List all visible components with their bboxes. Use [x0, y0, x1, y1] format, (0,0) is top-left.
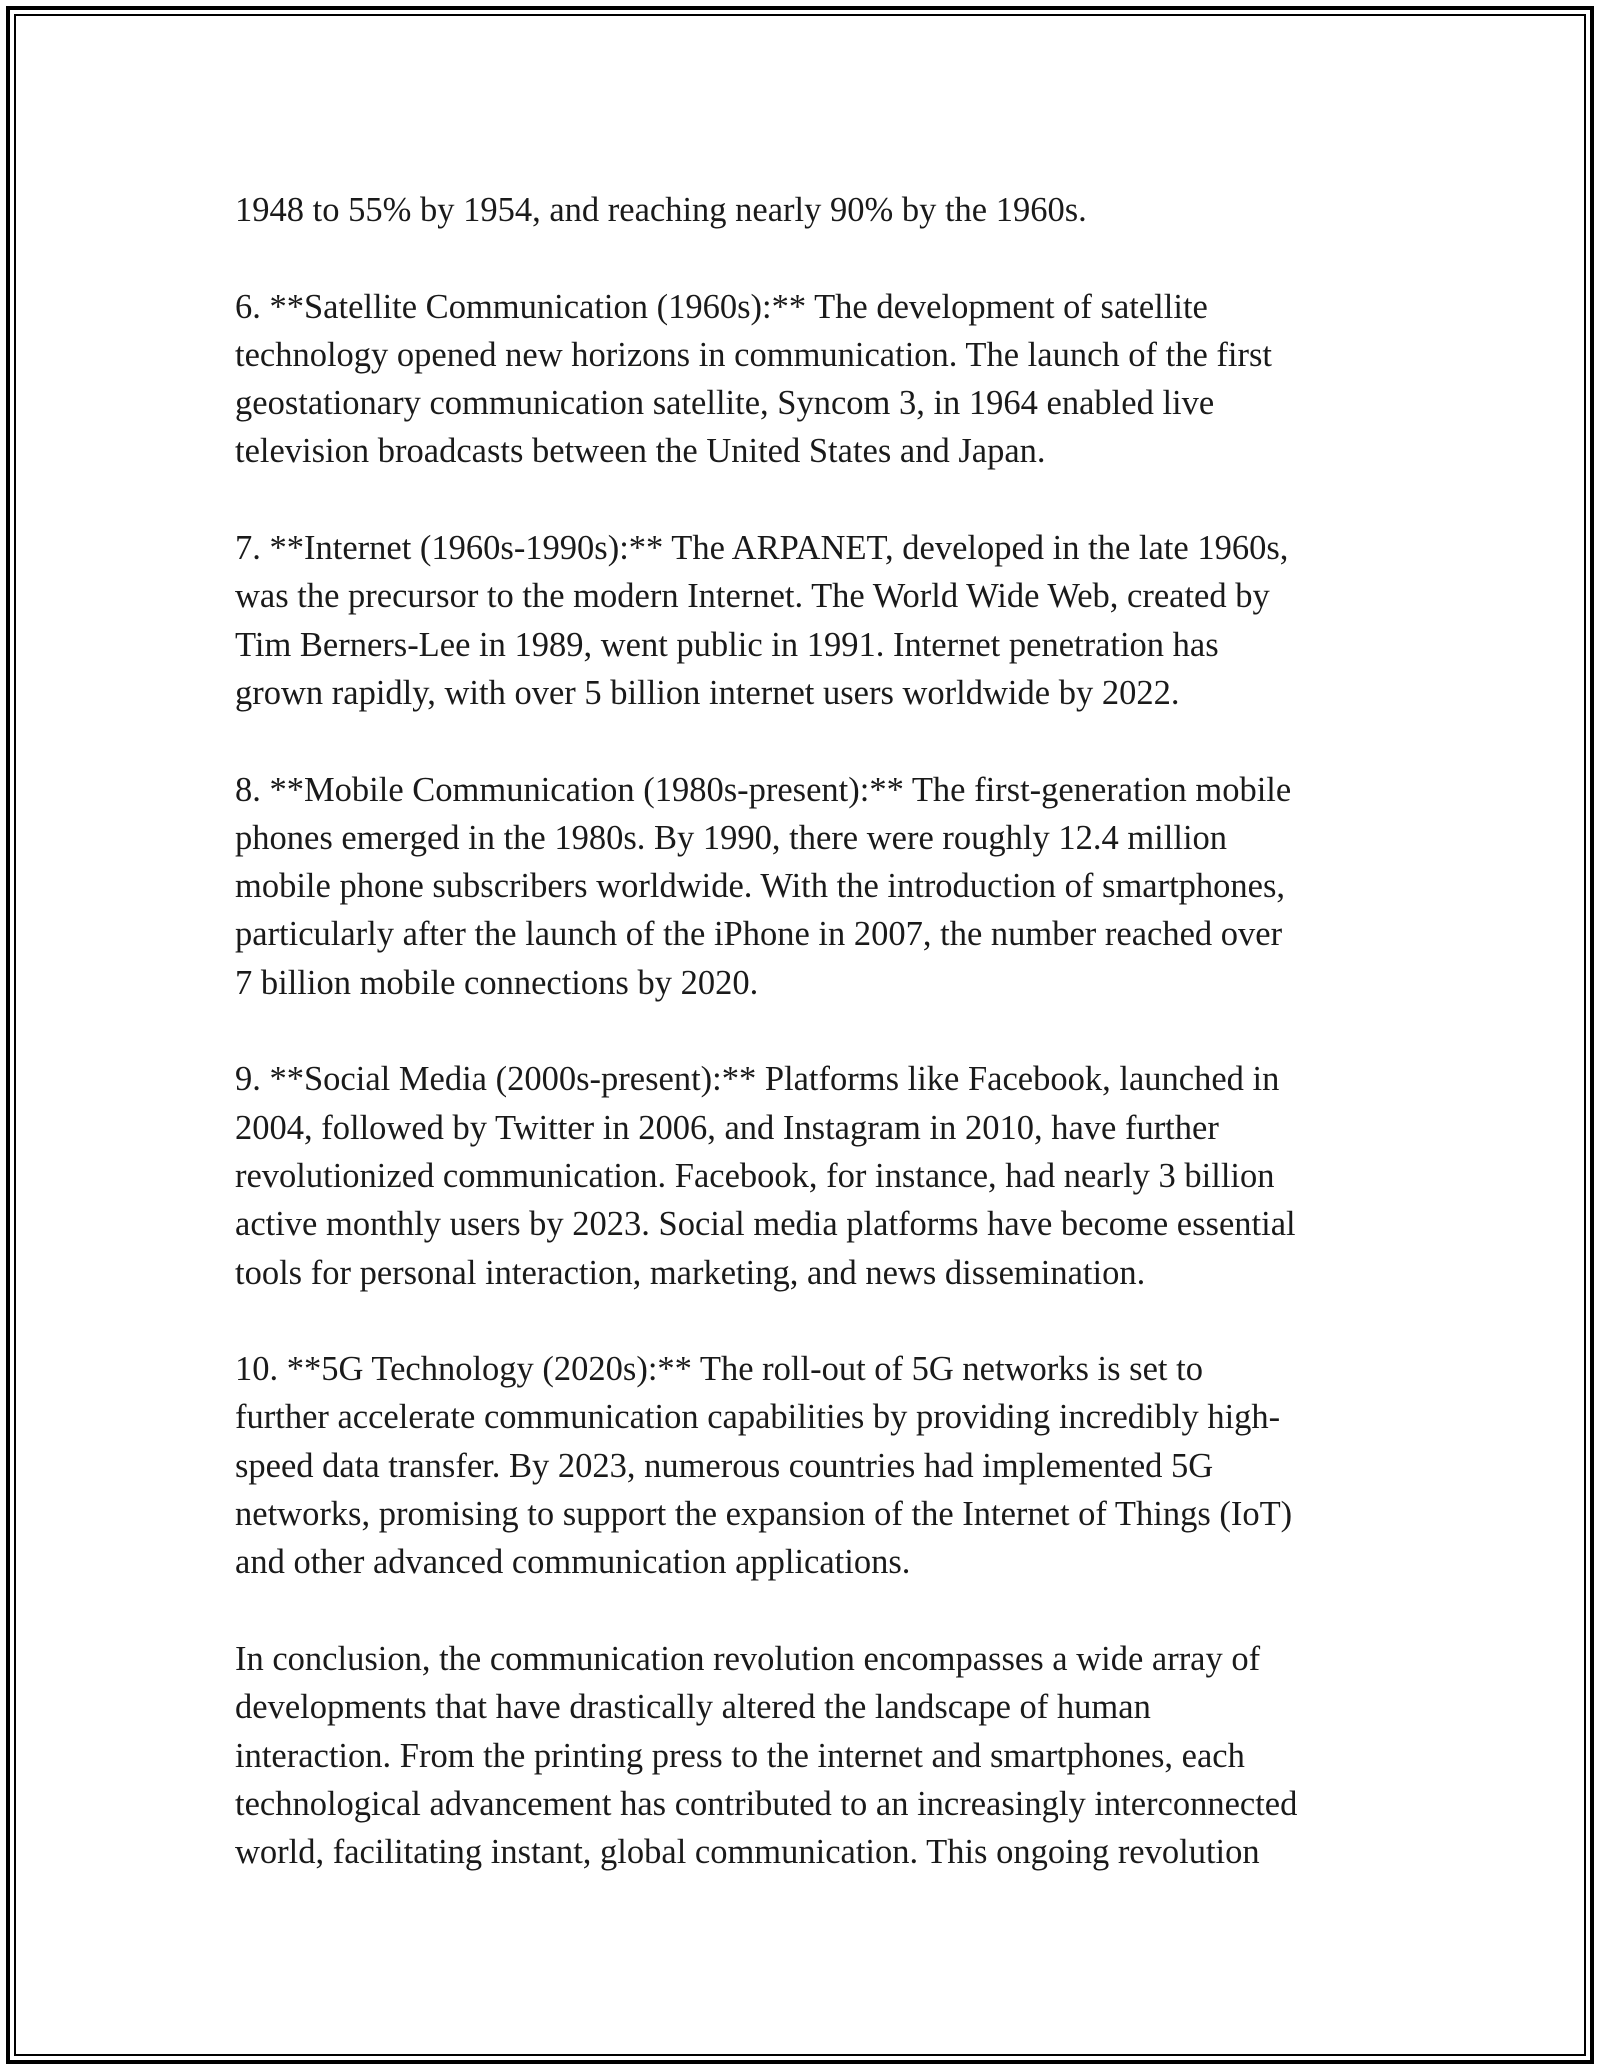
text-line: tools for personal interaction, marketing, and news dissemination. [235, 1253, 1146, 1292]
text-line: was the precursor to the modern Internet. The World Wide Web, created by [235, 577, 1270, 616]
text-line: technological advancement has contributed to an increasingly interconnected [235, 1784, 1298, 1823]
paragraph-conclusion [235, 1635, 1375, 1876]
text-line: networks, promising to support the expansion of the Internet of Things (IoT) [235, 1495, 1293, 1534]
paragraph-tv-continuation [235, 186, 1375, 234]
text-line: 8. **Mobile Communication (1980s-present):** The first-generation mobile [235, 770, 1292, 809]
text-line: revolutionized communication. Facebook, for instance, had nearly 3 billion [235, 1156, 1275, 1195]
paragraph-internet [235, 524, 1375, 717]
paragraph-mobile-communication [235, 766, 1375, 1007]
text-line: 10. **5G Technology (2020s):** The roll-out of 5G networks is set to [235, 1350, 1203, 1389]
text-line: technology opened new horizons in communication. The launch of the first [235, 335, 1272, 374]
text-line: particularly after the launch of the iPhone in 2007, the number reached over [235, 915, 1283, 954]
text-line: 7 billion mobile connections by 2020. [235, 963, 759, 1002]
text-line: 1948 to 55% by 1954, and reaching nearly 90% by the 1960s. [235, 191, 1087, 229]
text-line: and other advanced communication applications. [235, 1543, 911, 1582]
text-line: developments that have drastically altered the landscape of human [235, 1688, 1151, 1727]
text-line: 2004, followed by Twitter in 2006, and Instagram in 2010, have further [235, 1108, 1219, 1147]
text-line: television broadcasts between the United States and Japan. [235, 432, 1046, 471]
document-body [235, 186, 1375, 1925]
text-line: world, facilitating instant, global communication. This ongoing revolution [235, 1833, 1260, 1872]
text-line: speed data transfer. By 2023, numerous countries had implemented 5G [235, 1446, 1214, 1485]
paragraph-social-media [235, 1055, 1375, 1296]
text-line: 7. **Internet (1960s-1990s):** The ARPANET, developed in the late 1960s, [235, 529, 1289, 568]
paragraph-satellite-communication [235, 283, 1375, 476]
text-line: active monthly users by 2023. Social media platforms have become essential [235, 1205, 1296, 1244]
text-line: further accelerate communication capabilities by providing incredibly high- [235, 1398, 1281, 1437]
paragraph-5g-technology [235, 1345, 1375, 1586]
text-line: mobile phone subscribers worldwide. With the introduction of smartphones, [235, 867, 1286, 906]
text-line: grown rapidly, with over 5 billion internet users worldwide by 2022. [235, 673, 1180, 712]
text-line: geostationary communication satellite, Syncom 3, in 1964 enabled live [235, 384, 1215, 423]
text-line: In conclusion, the communication revolution encompasses a wide array of [235, 1639, 1261, 1678]
text-line: Tim Berners-Lee in 1989, went public in 1991. Internet penetration has [235, 625, 1219, 664]
text-line: interaction. From the printing press to the internet and smartphones, each [235, 1736, 1245, 1775]
text-line: 9. **Social Media (2000s-present):** Platforms like Facebook, launched in [235, 1060, 1280, 1099]
text-line: phones emerged in the 1980s. By 1990, there were roughly 12.4 million [235, 818, 1228, 857]
text-line: 6. **Satellite Communication (1960s):** The development of satellite [235, 287, 1208, 326]
